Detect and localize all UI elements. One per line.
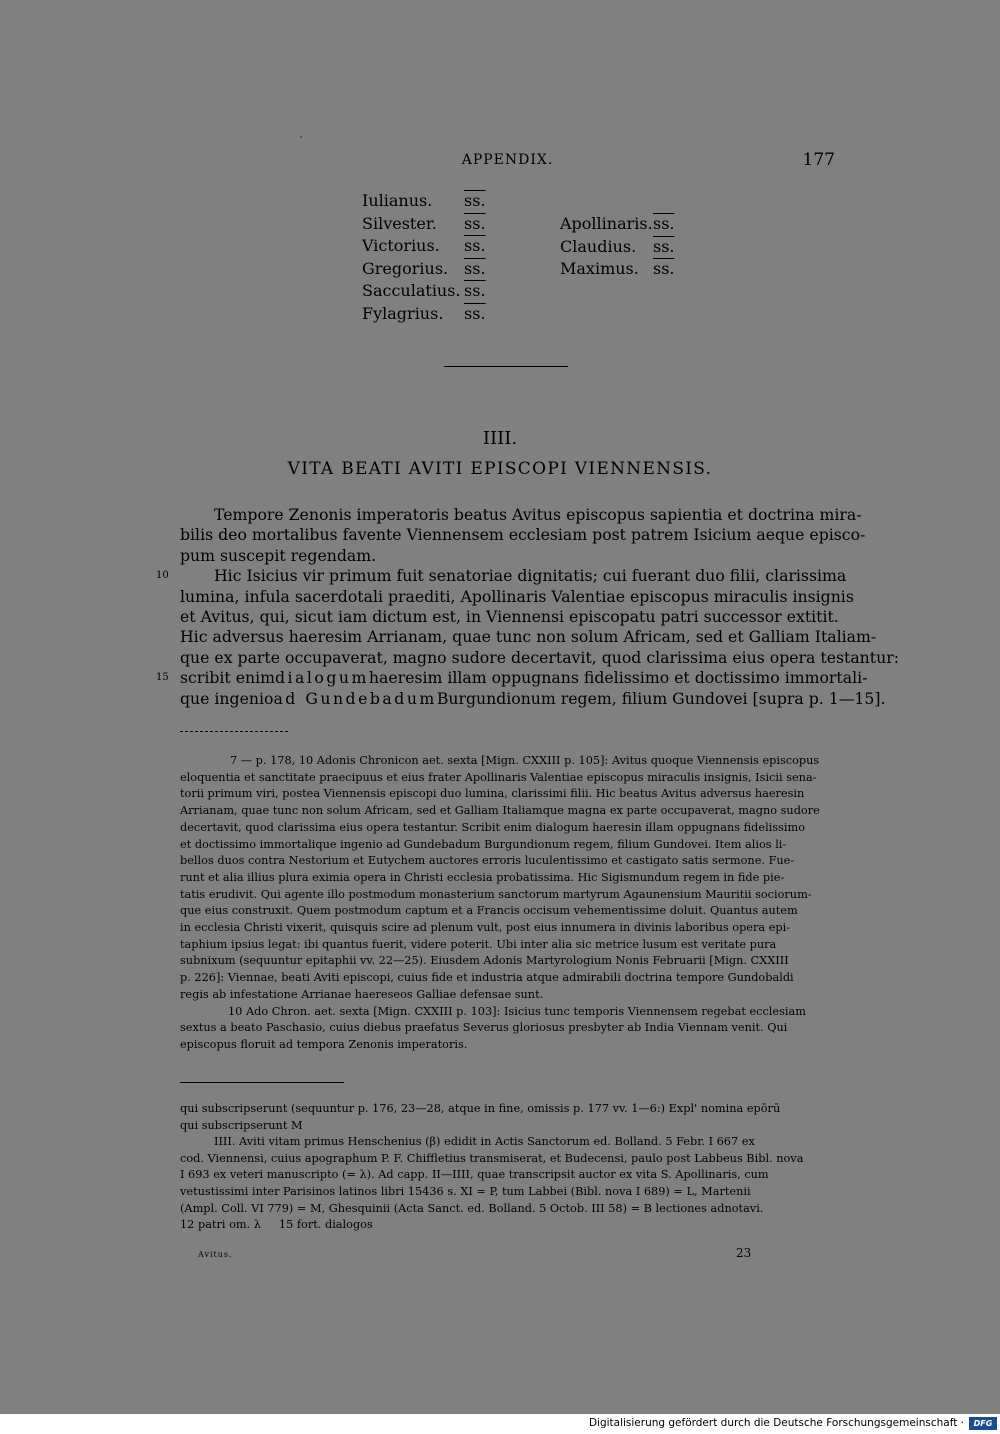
signatory-row xyxy=(362,280,486,303)
footnote-line: eloquentia et sanctitate praecipuus et eius frater Apollinaris Valentiae episcopus miraculis insignis, Isicii sena- xyxy=(180,770,817,784)
digitization-footer xyxy=(0,1414,1000,1434)
signatory-name: Iulianus. xyxy=(362,191,433,210)
signatory-name: Victorius. xyxy=(362,236,440,256)
footnote-line: in ecclesia Christi vixerit, quisquis scire ad plenum vult, post eius innumera in divinis laboribus opera epi- xyxy=(180,921,791,935)
signatory-row xyxy=(362,190,486,213)
footnote-line: sextus a beato Paschasio, cuius diebus praefatus Severus gloriosus presbyter ab India Viennam venit. Qui xyxy=(180,1021,788,1035)
apparatus-line: 12 patri om. λ 15 fort. dialogos xyxy=(180,1218,373,1232)
signatory-row xyxy=(560,258,675,281)
footnote-line: runt et alia illius plura eximia opera in Christi ecclesia probatissima. Hic Sigismundum regem in fide pie- xyxy=(180,870,785,884)
text-line: que ex parte occupaverat, magno sudore decertavit, quod clarissima eius opera testantur: xyxy=(180,647,899,667)
text-segment: Burgundionum regem, filium Gundovei [supra p. 1—15]. xyxy=(436,688,886,708)
dfg-logo-icon: DFG xyxy=(969,1417,997,1430)
scan-speck xyxy=(300,136,302,138)
footnote-line: p. 226]: Viennae, beati Aviti episcopi, cuius fide et industria atque admirabili doctrina tempore Gundobaldi xyxy=(180,971,794,985)
text-segment: que ingenio xyxy=(180,688,274,708)
apparatus-line: vetustissimi inter Parisinos latinos libri 15436 s. XI = P, tum Labbei (Bibl. nova I 689) = L, Martenii xyxy=(180,1184,751,1198)
funding-notice: Digitalisierung gefördert durch die Deutsche Forschungsgemeinschaft · xyxy=(588,1417,964,1429)
signatory-row xyxy=(560,236,675,259)
emphasized-word: dialogum xyxy=(274,668,369,688)
subscripsi-mark: ss. xyxy=(653,259,675,279)
text-line: Hic Isicius vir primum fuit senatoriae dignitatis; cui fuerant duo filii, clarissima xyxy=(214,566,847,586)
subscripsi-mark: ss. xyxy=(464,236,486,256)
footnote-line: episcopus floruit ad tempora Zenonis imperatoris. xyxy=(180,1037,468,1051)
signatory-name: Sacculatius. xyxy=(362,281,461,301)
text-line: lumina, infula sacerdotali praediti, Apollinaris Valentiae episcopus miraculis insignis xyxy=(180,586,854,606)
subscripsi-mark: ss. xyxy=(464,213,486,233)
section-title: VITA BEATI AVITI EPISCOPI VIENNENSIS. xyxy=(287,459,713,479)
signatory-row xyxy=(362,213,486,236)
footnote-line: Arrianam, quae tunc non solum Africam, sed et Galliam Italiamque magna ex parte occupaverat, magno sudore xyxy=(180,804,820,818)
running-head xyxy=(180,150,835,174)
signatory-row xyxy=(362,258,486,281)
text-line-composite xyxy=(156,668,868,688)
apparatus-rule xyxy=(180,1082,344,1083)
section-divider-rule xyxy=(444,366,568,367)
source-footnotes xyxy=(180,753,835,1054)
footnote-line: decertavit, quod clarissima eius opera testantur. Scribit enim dialogum haeresin illam oppugnans fidelissimo xyxy=(180,820,806,834)
text-line-composite xyxy=(180,688,886,709)
text-line: pum suscepit regendam. xyxy=(180,545,377,565)
subscripsi-mark: ss. xyxy=(653,214,675,233)
footnote-line: que eius construxit. Quem postmodum captum et a Francis occisum vehementissime doluit. Quantus autem xyxy=(180,904,798,918)
apparatus-line: cod. Viennensi, cuius apographum P. F. Chiffletius transmiserat, et Budecensi, paulo post Labbeus Bibl. nova xyxy=(180,1151,804,1165)
apparatus-line: qui subscripserunt (sequuntur p. 176, 23—28, atque in fine, omissis p. 177 vv. 1—6:) Expl' nomina epōrū xyxy=(180,1102,781,1115)
signatory-list-right xyxy=(560,213,675,281)
text-line: et Avitus, qui, sicut iam dictum est, in Viennensi episcopatu patri successor extitit. xyxy=(180,607,839,627)
signatory-row xyxy=(362,235,486,258)
footnote-line: taphium ipsius legat: ibi quantus fuerit, videre poterit. Ubi inter alia sic metrice lusum est veritate pura xyxy=(180,937,777,951)
text-line: Hic adversus haeresim Arrianam, quae tunc non solum Africam, sed et Galliam Italiam- xyxy=(180,627,877,647)
running-title: APPENDIX. xyxy=(461,152,554,168)
subscripsi-mark: ss. xyxy=(464,281,486,301)
text-end-rule xyxy=(180,731,288,732)
critical-apparatus xyxy=(180,1101,835,1234)
signatory-row xyxy=(560,213,675,236)
footnote-line: subnixum (sequuntur epitaphii vv. 22—25). Eiusdem Adonis Martyrologium Nonis Februarii [Mign. CXXIII xyxy=(180,954,789,968)
signatory-name: Apollinaris. xyxy=(560,214,653,233)
footnote-line: regis ab infestatione Arrianae haereseos Galliae defensae sunt. xyxy=(180,987,544,1001)
apparatus-line: (Ampl. Coll. VI 779) = M, Ghesquinii (Acta Sanct. ed. Bolland. 5 Octob. III 58) = B lectiones adnotavi. xyxy=(180,1201,764,1215)
subscripsi-mark: ss. xyxy=(464,258,486,278)
signatory-name: Gregorius. xyxy=(362,258,449,278)
signatory-name: Silvester. xyxy=(362,213,437,233)
apparatus-line: qui subscripserunt M xyxy=(180,1118,303,1132)
section-number: IIII. xyxy=(482,428,518,449)
apparatus-line: I 693 ex veteri manuscripto (= λ). Ad capp. II—IIII, quae transcripsit auctor ex vita S. Apollinaris, cum xyxy=(180,1168,769,1182)
footnote-line: bellos duos contra Nestorium et Eutychem auctores erroris luculentissimo et castigato satis sermone. Fue- xyxy=(180,854,795,868)
footnote-line: torii primum viri, postea Viennensis episcopi duo lumina, clarissimi filii. Hic beatus Avitus adversus haeresin xyxy=(180,787,805,801)
footnote-line: 7 — p. 178, 10 Adonis Chronicon aet. sexta [Mign. CXXIII p. 105]: Avitus quoque Viennensis episcopus xyxy=(230,754,820,767)
footnote-line: 10 Ado Chron. aet. sexta [Mign. CXXIII p. 103]: Isicius tunc temporis Viennensem regebat ecclesiam xyxy=(228,1004,806,1018)
subscripsi-mark: ss. xyxy=(653,236,675,256)
signatory-name: Fylagrius. xyxy=(362,303,444,323)
gathering-number: 23 xyxy=(736,1246,752,1260)
signatory-name: Maximus. xyxy=(560,259,639,279)
apparatus-line: IIII. Aviti vitam primus Henschenius (β) edidit in Actis Sanctorum ed. Bolland. 5 Febr. I 667 ex xyxy=(214,1135,755,1149)
text-line-wrapper xyxy=(156,566,847,586)
text-segment: haeresim illam oppugnans fidelissimo et doctissimo immortali- xyxy=(368,668,868,688)
footnote-line: tatis erudivit. Qui agente illo postmodum monasterium sanctorum martyrum Agaunensium Mauritii sociorum- xyxy=(180,887,812,901)
subscripsi-mark: ss. xyxy=(464,191,486,210)
text-line: bilis deo mortalibus favente Viennensem ecclesiam post patrem Isicium aeque episco- xyxy=(180,525,866,545)
signatory-name: Claudius. xyxy=(560,236,637,256)
signatory-row xyxy=(362,303,486,326)
line-number: 10 xyxy=(156,570,169,582)
emphasized-word: ad Gundebadum xyxy=(273,688,437,708)
main-text xyxy=(156,505,899,709)
subscripsi-mark: ss. xyxy=(464,303,486,323)
footnote-line: et doctissimo immortalique ingenio ad Gundebadum Burgundionum regem, filium Gundovei. Item alios li- xyxy=(180,837,787,851)
signatory-list-left xyxy=(362,190,486,326)
page-number: 177 xyxy=(802,150,835,170)
signature-mark: Avitus. xyxy=(198,1250,233,1259)
text-line: Tempore Zenonis imperatoris beatus Avitus episcopus sapientia et doctrina mira- xyxy=(214,505,862,524)
text-segment: scribit enim xyxy=(180,668,275,688)
line-number: 15 xyxy=(156,672,169,684)
